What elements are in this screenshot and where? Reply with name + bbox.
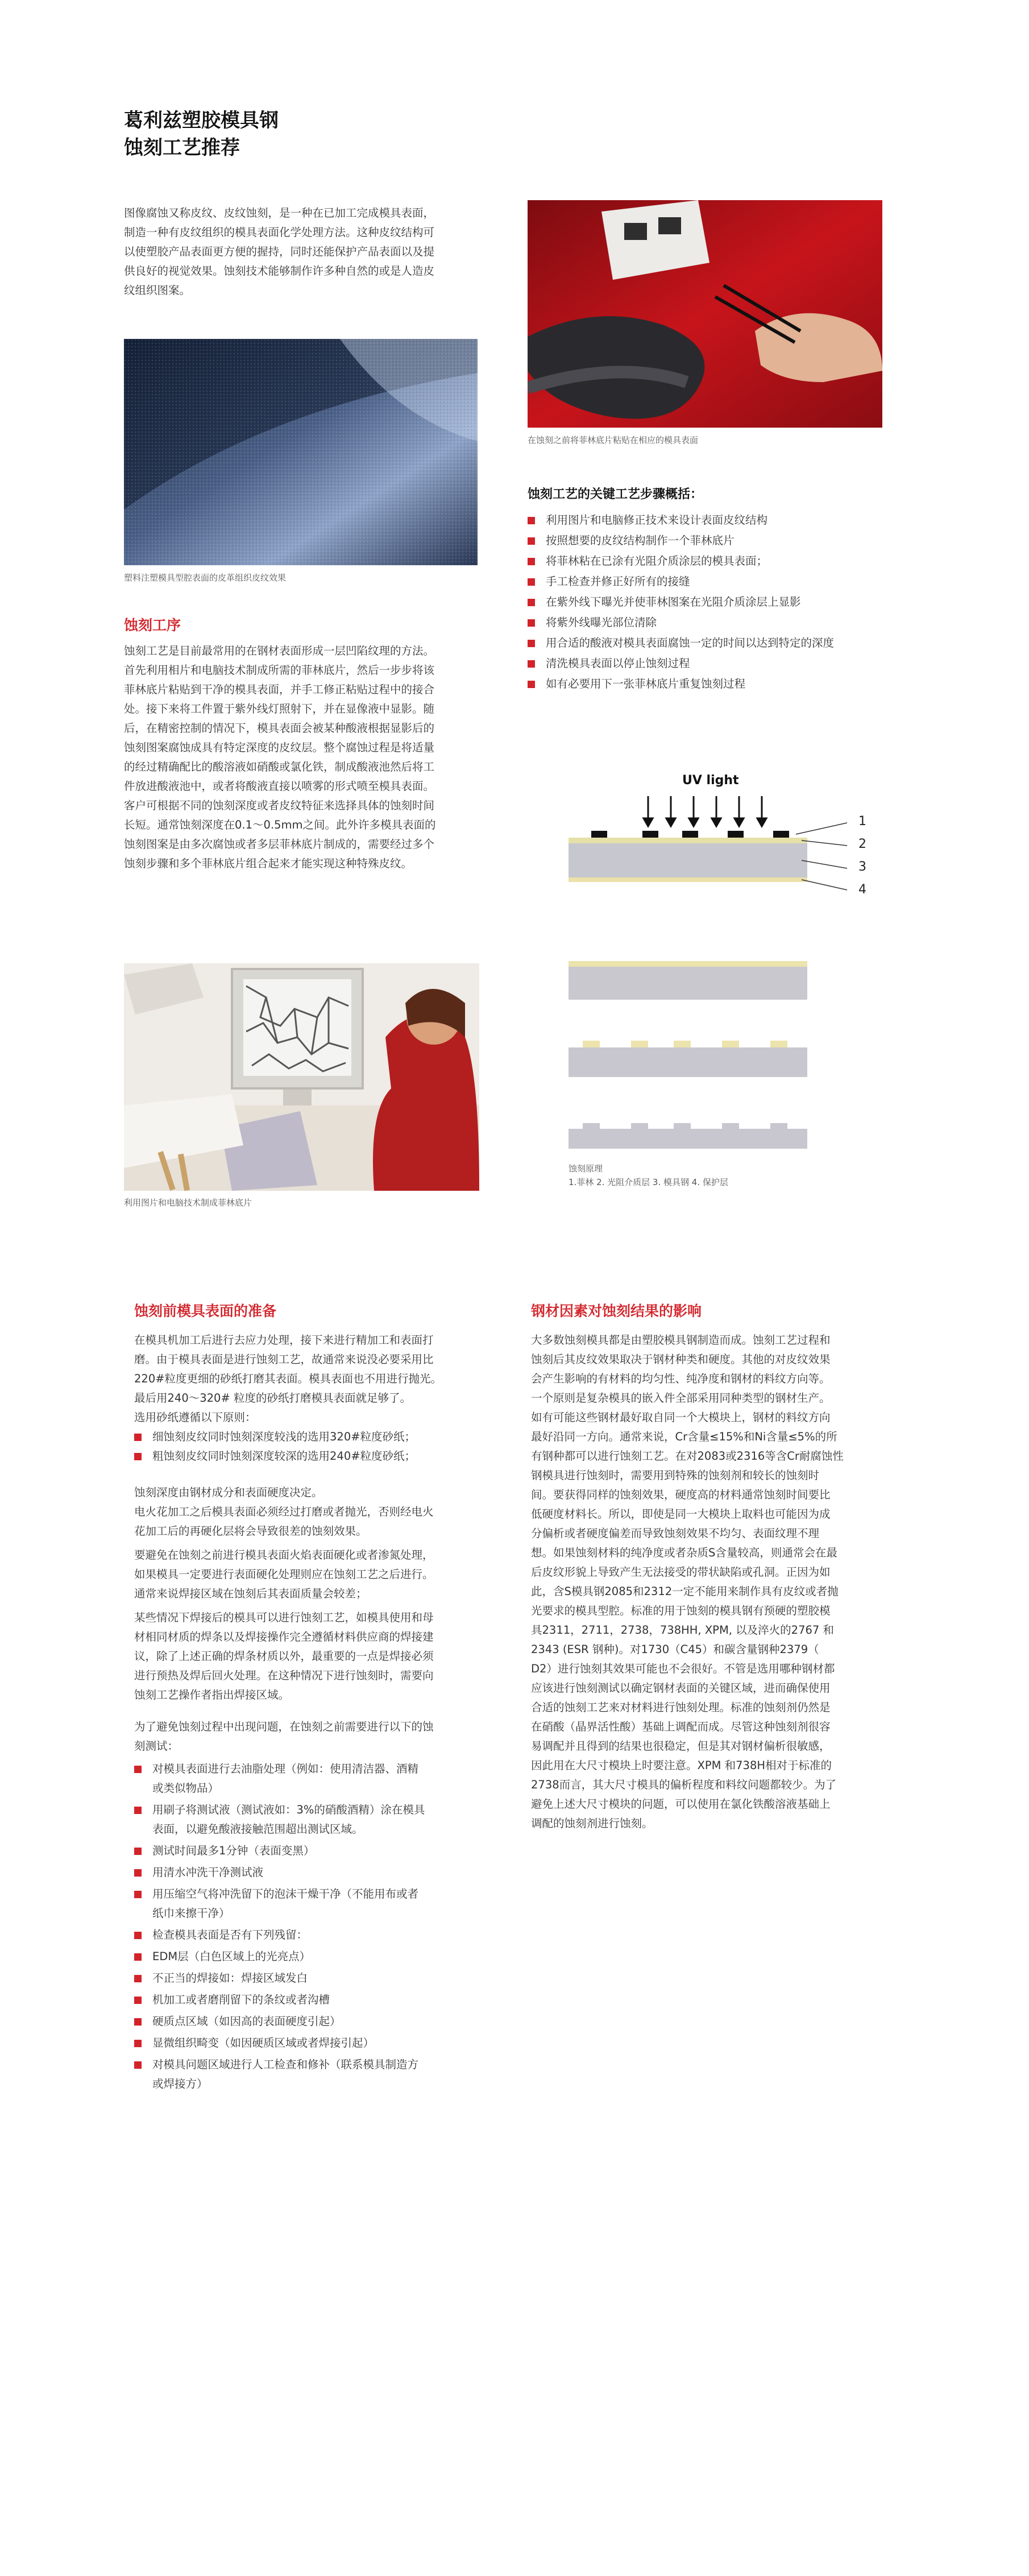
surface-hardening-paragraph-line: 如果模具一定要进行表面硬化处理则应在蚀刻工艺之后进行。: [134, 1568, 434, 1581]
etching-principle-diagram: [557, 793, 898, 1180]
title-line-1: 葛利兹塑胶模具钢: [124, 109, 279, 132]
etch-test-item-line: 对模具问题区域进行人工检查和修补（联系模具制造方: [152, 2058, 419, 2071]
film-application-photo: [528, 200, 882, 428]
etching-process-line: 的经过精确配比的酸溶液如硝酸或氯化铁，制成酸液池然后将工: [124, 760, 435, 773]
intro-paragraph: [124, 204, 488, 300]
etching-process-heading: 蚀刻工序: [124, 617, 181, 633]
etch-test-item: [134, 1947, 509, 1966]
etching-process-line: 菲林底片粘贴到干净的模具表面，并手工修正粘贴过程中的接合: [124, 683, 435, 696]
etch-test-item: [134, 1759, 509, 1798]
key-step-item: 将菲林粘在已涂有光阻介质涂层的模具表面；: [528, 552, 960, 571]
etch-test-item: [134, 1990, 509, 2010]
material-factors-line: 避免上述大尺寸模块的问题，可以使用在氯化铁酸溶液基础上: [531, 1798, 831, 1811]
etch-test-item-line: 机加工或者磨削留下的条纹或者沟槽: [152, 1993, 330, 2006]
page-title: [124, 107, 279, 161]
hardness-paragraph-line: 花加工后的再硬化层将会导致很差的蚀刻效果。: [134, 1525, 367, 1538]
key-step-item: 手工检查并修正好所有的接缝: [528, 572, 960, 591]
etch-test-item-line: 或类似物品）: [152, 1782, 219, 1795]
etch-test-item-line: 纸巾来擦干净）: [152, 1907, 230, 1920]
etching-process-paragraph: [124, 641, 488, 873]
etching-process-line: 蚀刻图案腐蚀成具有特定深度的皮纹层。整个腐蚀过程是将适量: [124, 741, 435, 754]
diagram-caption-title: 蚀刻原理: [569, 1163, 603, 1174]
key-steps-heading: 蚀刻工艺的关键工艺步骤概括：: [528, 487, 703, 502]
leather-photo-caption: 塑料注塑模具型腔表面的皮革组织皮纹效果: [124, 573, 287, 583]
preparation-body: [134, 1331, 509, 2096]
etch-test-item-line: 对模具表面进行去油脂处理（例如：使用清洁器、酒精: [152, 1762, 419, 1775]
etch-test-item: [134, 1925, 509, 1945]
etch-test-intro-paragraph-line: 为了避免蚀刻过程中出现问题，在蚀刻之前需要进行以下的蚀: [134, 1720, 434, 1733]
etch-test-item-line: 检查模具表面是否有下列残留：: [152, 1928, 308, 1941]
welding-paragraph: [134, 1608, 509, 1705]
title-line-2: 蚀刻工艺推荐: [124, 136, 240, 159]
diagram-number-1: 1: [858, 814, 866, 829]
etch-test-item: [134, 2034, 509, 2053]
hardness-paragraph: [134, 1483, 509, 1541]
material-factors-line: 如有可能这些钢材最好取自同一个大模块上，钢材的料纹方向: [531, 1411, 831, 1424]
etching-process-line: 处。接下来将工件置于紫外线灯照射下，并在显像液中显影。随: [124, 702, 435, 715]
material-factors-line: 会产生影响的有材料的均匀性、纯净度和钢材的料纹方向等。: [531, 1372, 831, 1385]
material-factors-line: 大多数蚀刻模具都是由塑胶模具钢制造而成。蚀刻工艺过程和: [531, 1333, 831, 1347]
hardness-paragraph-line: 蚀刻深度由钢材成分和表面硬度决定。: [134, 1486, 323, 1499]
etch-test-item-line: 不正当的焊接如：焊接区域发白: [152, 1972, 308, 1985]
sandpaper-paragraph-line: 选用砂纸遵循以下原则：: [134, 1411, 256, 1424]
etch-test-item: [134, 2055, 509, 2094]
etch-test-item: [134, 1841, 509, 1861]
preparation-heading: 蚀刻前模具表面的准备: [134, 1303, 277, 1319]
material-factors-line: 有钢种都可以进行蚀刻工艺。在对2083或2316等含Cr耐腐蚀性: [531, 1449, 844, 1463]
material-factors-line: 蚀刻后其皮纹效果取决于钢材种类和硬度。其他的对皮纹效果: [531, 1353, 831, 1366]
etch-test-item-line: 硬质点区域（如因高的表面硬度引起）: [152, 2015, 341, 2028]
key-step-item: 按照想要的皮纹结构制作一个菲林底片: [528, 531, 960, 550]
sandpaper-paragraph-line: 220#粒度更细的砂纸打磨其表面。模具表面也不用进行抛光。: [134, 1372, 442, 1385]
surface-hardening-paragraph-line: 要避免在蚀刻之前进行模具表面火焰表面硬化或者渗氮处理，: [134, 1548, 434, 1562]
material-factors-paragraph: [531, 1331, 906, 1833]
computer-photo-caption: 利用图片和电脑技术制成菲林底片: [124, 1198, 252, 1208]
etch-test-item-line: 表面，以避免酸液接触范围超出测试区域。: [152, 1823, 363, 1836]
key-step-item: 利用图片和电脑修正技术来设计表面皮纹结构: [528, 511, 960, 530]
etching-process-line: 蚀刻图案是由多次腐蚀或者多层菲林底片制成的，需要经过多个: [124, 838, 435, 851]
etch-test-item-line: 用刷子将测试液（测试液如：3%的硝酸酒精）涂在模具: [152, 1803, 425, 1816]
diagram-number-4: 4: [858, 883, 866, 897]
etch-test-item-line: 测试时间最多1分钟（表面变黑）: [152, 1844, 315, 1857]
etching-process-line: 蚀刻工艺是目前最常用的在钢材表面形成一层凹陷纹理的方法。: [124, 644, 435, 657]
intro-line: 供良好的视觉效果。蚀刻技术能够制作许多种自然的或是人造皮: [124, 264, 435, 278]
etch-test-item-line: 显微组织畸变（如因硬质区域或者焊接引起）: [152, 2036, 375, 2049]
material-factors-line: 因此用在大尺寸模块上时要注意。XPM 和738H相对于标准的: [531, 1759, 832, 1772]
intro-line: 图像腐蚀又称皮纹、皮纹蚀刻，是一种在已加工完成模具表面，: [124, 206, 435, 220]
key-step-item: 用合适的酸液对模具表面腐蚀一定的时间以达到特定的深度: [528, 633, 960, 653]
material-factors-line: 调配的蚀刻剂进行蚀刻。: [531, 1817, 653, 1830]
key-step-item: 将紫外线曝光部位清除: [528, 613, 960, 632]
etch-test-item: [134, 1863, 509, 1882]
key-steps-list: [528, 511, 960, 695]
material-factors-line: 分偏析或者硬度偏差而导致蚀刻效果不均匀、表面纹理不理: [531, 1527, 820, 1540]
welding-paragraph-line: 议，除了上述正确的焊条材质以外，最重要的一点是焊接必须: [134, 1650, 434, 1663]
key-step-item: 如有必要用下一张菲林底片重复蚀刻过程: [528, 674, 960, 694]
key-step-item: 清洗模具表面以停止蚀刻过程: [528, 654, 960, 673]
welding-paragraph-line: 材相同材质的焊条以及焊接操作完全遵循材料供应商的焊接建: [134, 1630, 434, 1643]
material-factors-heading: 钢材因素对蚀刻结果的影响: [531, 1303, 702, 1319]
key-step-item: 在紫外线下曝光并使菲林图案在光阻介质涂层上显影: [528, 593, 960, 612]
material-factors-line: 间。要获得同样的蚀刻效果，硬度高的材料通常蚀刻时间要比: [531, 1488, 831, 1501]
sandpaper-paragraph-line: 磨。由于模具表面是进行蚀刻工艺，故通常来说没必要采用比: [134, 1353, 434, 1366]
material-factors-line: 低硬度材料长。所以，即使是同一大模块上取料也可能因为成: [531, 1508, 831, 1521]
intro-line: 纹组织图案。: [124, 284, 191, 297]
hardness-paragraph-line: 电火花加工之后模具表面必须经过打磨或者抛光，否则经电火: [134, 1505, 434, 1518]
surface-hardening-paragraph-line: 通常来说焊接区域在蚀刻后其表面质量会较差；: [134, 1587, 367, 1600]
intro-line: 以使塑胶产品表面更方便的握持，同时还能保护产品表面以及提: [124, 245, 435, 258]
material-factors-line: 在硝酸（晶界活性酸）基础上调配而成。尽管这种蚀刻剂很容: [531, 1720, 831, 1733]
uv-light-label: UV light: [682, 773, 739, 788]
material-factors-line: 想。如果蚀刻材料的纯净度或者杂质S含量较高，则通常会在最: [531, 1546, 837, 1559]
etching-process-line: 后，在精密控制的情况下，模具表面会被某种酸液根据显影后的: [124, 722, 435, 735]
computer-film-photo: [124, 963, 479, 1191]
etching-process-line: 蚀刻步骤和多个菲林底片组合起来才能实现这种特殊皮纹。: [124, 857, 413, 870]
leather-texture-photo: [124, 339, 478, 565]
intro-line: 制造一种有皮纹组织的模具表面化学处理方法。这种皮纹结构可: [124, 226, 435, 239]
diagram-number-2: 2: [858, 837, 866, 851]
film-application-caption: 在蚀刻之前将菲林底片粘贴在相应的模具表面: [528, 435, 699, 445]
etch-test-list: [134, 1759, 509, 2094]
sandpaper-paragraph-line: 最后用240～320# 粒度的砂纸打磨模具表面就足够了。: [134, 1391, 411, 1405]
etch-test-item: [134, 1885, 509, 1923]
material-factors-line: 合适的蚀刻工艺来对材料进行蚀刻处理。标准的蚀刻剂仍然是: [531, 1701, 831, 1714]
diagram-number-3: 3: [858, 860, 866, 874]
material-factors-line: 此，含S模具钢2085和2312一定不能用来制作具有皮纹或者抛: [531, 1585, 839, 1598]
etch-test-intro-paragraph: [134, 1717, 509, 1756]
etching-process-line: 首先利用相片和电脑技术制成所需的菲林底片，然后一步步将该: [124, 664, 435, 677]
material-factors-line: 一个原则是复杂模具的嵌入件全部采用同种类型的钢材生产。: [531, 1391, 831, 1405]
material-factors-line: 2738而言，其大尺寸模具的偏析程度和料纹问题都较少。为了: [531, 1778, 837, 1791]
material-factors-line: 应该进行蚀刻测试以确定钢材表面的关键区域，进而确保使用: [531, 1682, 831, 1695]
etch-test-item-line: EDM层（白色区域上的光亮点）: [152, 1950, 311, 1963]
etch-test-item-line: 用清水冲洗干净测试液: [152, 1866, 264, 1879]
material-factors-line: 易调配并且得到的结果也很稳定，但是其对钢材偏析很敏感，: [531, 1740, 831, 1753]
etch-test-item: [134, 1800, 509, 1839]
welding-paragraph-line: 某些情况下焊接后的模具可以进行蚀刻工艺，如模具使用和母: [134, 1611, 434, 1624]
etching-process-line: 长短。通常蚀刻深度在0.1～0.5mm之间。此外许多模具表面的: [124, 818, 436, 831]
material-factors-line: 后皮纹形貌上导致产生无法接受的带状缺陷或孔洞。正因为如: [531, 1566, 831, 1579]
etching-process-line: 件放进酸液池中，或者将酸液直接以喷雾的形式喷至模具表面。: [124, 780, 435, 793]
sandpaper-rule-item: 细蚀刻皮纹同时蚀刻深度较浅的选用320#粒度砂纸；: [134, 1427, 509, 1447]
material-factors-line: 最好沿同一方向。通常来说，Cr含量≤15%和Ni含量≤5%的所: [531, 1430, 837, 1443]
sandpaper-paragraph-line: 在模具机加工后进行去应力处理，接下来进行精加工和表面打: [134, 1333, 434, 1347]
etch-test-item-line: 或焊接方）: [152, 2077, 208, 2090]
etch-test-item-line: 用压缩空气将冲洗留下的泡沫干燥干净（不能用布或者: [152, 1887, 419, 1900]
material-factors-line: 钢模具进行蚀刻时，需要用到特殊的蚀刻剂和较长的蚀刻时: [531, 1469, 820, 1482]
sandpaper-paragraph: [134, 1331, 509, 1427]
material-factors-line: 2343 (ESR 钢种)。对1730（C45）和碳含量钢种2379（: [531, 1643, 819, 1656]
surface-hardening-paragraph: [134, 1546, 509, 1604]
sandpaper-rule-item: 粗蚀刻皮纹同时蚀刻深度较深的选用240#粒度砂纸；: [134, 1447, 509, 1466]
etching-process-line: 客户可根据不同的蚀刻深度或者皮纹特征来选择具体的蚀刻时间: [124, 799, 435, 812]
welding-paragraph-line: 蚀刻工艺操作者指出焊接区域。: [134, 1688, 290, 1701]
material-factors-line: D2）进行蚀刻其效果可能也不会很好。不管是选用哪种钢材都: [531, 1662, 835, 1675]
material-factors-line: 光要求的模具型腔。标准的用于蚀刻的模具钢有预硬的塑胶模: [531, 1604, 831, 1617]
etch-test-item: [134, 1969, 509, 1988]
etch-test-intro-paragraph-line: 刻测试：: [134, 1740, 179, 1753]
etch-test-item: [134, 2012, 509, 2031]
sandpaper-rules-list: [134, 1427, 509, 1466]
material-factors-line: 具2311，2711，2738，738HH, XPM, 以及淬火的2767 和: [531, 1624, 834, 1637]
welding-paragraph-line: 进行预热及焊后回火处理。在这种情况下进行蚀刻时，需要向: [134, 1669, 434, 1682]
diagram-caption-legend: 1.菲林 2. 光阻介质层 3. 模具钢 4. 保护层: [569, 1177, 728, 1187]
